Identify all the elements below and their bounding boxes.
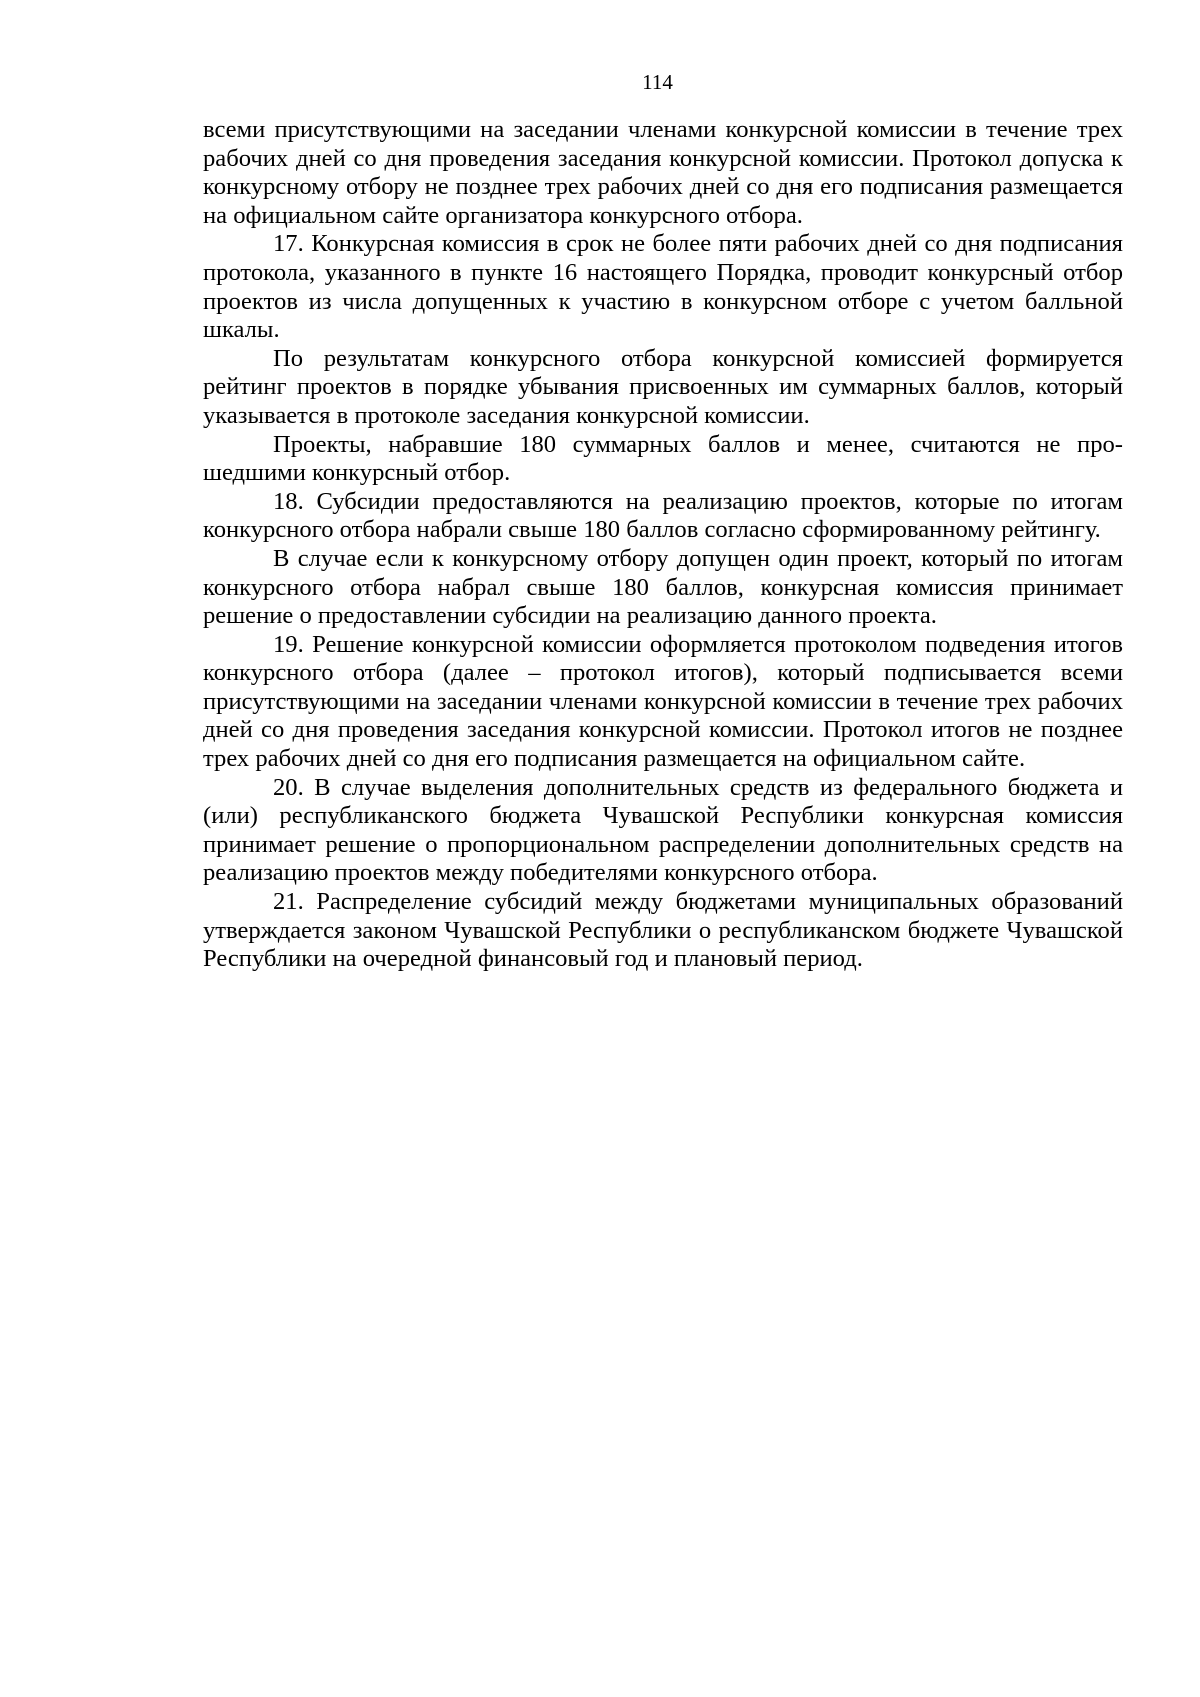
document-body (203, 116, 1123, 974)
page-number: 114 (642, 70, 673, 94)
paragraph-18: 18. Субсидии предоставляются на реализацию проектов, которые по итогам конкурсного отбора набрали свыше 180 баллов согласно сформированному рейтингу. (203, 487, 1123, 544)
paragraph-failed-projects: Проекты, набравшие 180 суммарных баллов и менее, считаются не прошедшими конкурсный отбор. (203, 430, 1123, 487)
paragraph-19: 19. Решение конкурсной комиссии оформляется протоколом подведения итогов конкурсного отбора (далее – протокол итогов), который подписывается всеми присутствующими на заседании членами конкурсной комиссии в течение трех рабочих дней со дня проведения заседания конкурсной комиссии. Протокол итогов не позднее трех рабочих дней со дня его подписания размещается на официальном сайте. (203, 630, 1123, 773)
paragraph-continuation: всеми присутствующими на заседании членами конкурсной комиссии в течение трех рабочих дней со дня проведения заседания конкурсной комиссии. Протокол допуска к конкурсному отбору не позднее трех рабочих дней со дня его подписания размещается на официальном сайте организатора конкурсного отбора. (203, 116, 1123, 229)
paragraph-rating: По результатам конкурсного отбора конкурсной комиссией формируется рейтинг проектов в порядке убывания присвоенных им суммарных баллов, который указывается в протоколе заседания конкурсной комиссии. (203, 344, 1123, 429)
paragraph-single-project: В случае если к конкурсному отбору допущен один проект, который по итогам конкурсного отбора набрал свыше 180 баллов, конкурсная комиссия принимает решение о предоставлении субсидии на реализацию данного проекта. (203, 544, 1123, 630)
paragraph-17: 17. Конкурсная комиссия в срок не более пяти рабочих дней со дня подписания протокола, указанного в пункте 16 настоящего Порядка, проводит конкурсный отбор проектов из числа допущенных к участию в конкурсном отборе с учетом балльной шкалы. (203, 230, 1123, 344)
paragraph-20: 20. В случае выделения дополнительных средств из федерального бюджета и (или) республиканского бюджета Чувашской Республики конкурсная комиссия принимает решение о пропорциональном распределении дополнительных средств на реализацию проектов между победителями конкурсного отбора. (203, 773, 1123, 887)
paragraph-21: 21. Распределение субсидий между бюджетами муниципальных образований утверждается законом Чувашской Республики о республиканском бюджете Чувашской Республики на очередной финансовый год и плановый период. (203, 888, 1123, 973)
